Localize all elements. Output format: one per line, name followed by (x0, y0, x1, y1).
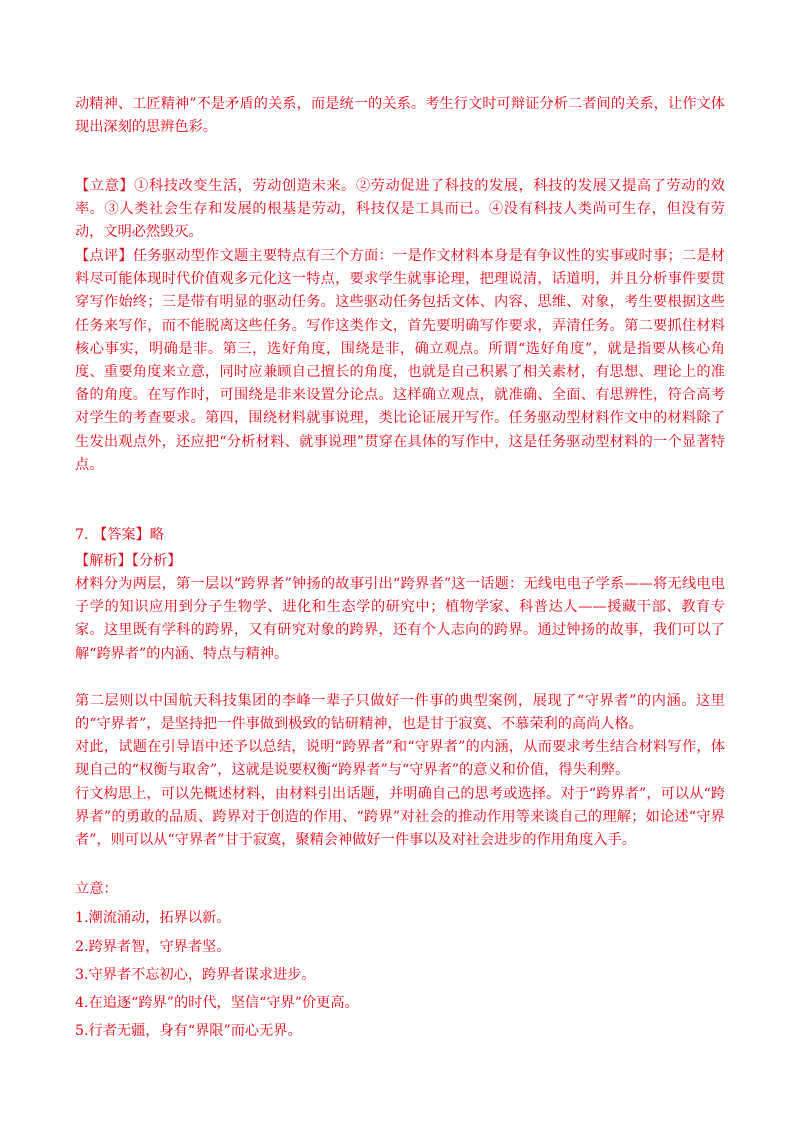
q7-liyi-label: 立意： (75, 881, 118, 897)
q7-analysis-tag: 【解析】【分析】 (75, 553, 182, 569)
q7-paragraph-1: 材料分为两层，第一层以“跨界者”钟扬的故事引出“跨界者”这一话题：无线电电子学系——将无线电电子学的知识应用到分子生物学、进化和生态学的研究中；植物学家、科普达人——援藏干部、教育专家。这里既有学科的跨界，又有研究对象的跨界，还有个人志向的跨界。通过钟扬的故事，我们可以了解“跨界者”的内涵、特点与精神。 (75, 576, 725, 662)
q7-paragraph-3: 对此，试题在引导语中还予以总结，说明“跨界者”和“守界者”的内涵，从而要求考生结合材料写作，体现自己的“权衡与取舍”，这就是说要权衡“跨界者”与“守界者”的意义和价值，得失利弊。 (75, 739, 725, 779)
liyi-item: 5.行者无疆，身有“界限”而心无界。 (75, 1023, 302, 1039)
liyi-item: 4.在追逐“跨界”的时代，坚信“守界”价更高。 (75, 995, 359, 1011)
q7-paragraph-2: 第二层则以中国航天科技集团的李峰一辈子只做好一件事的典型案例，展现了“守界者”的内涵。这里的“守界者”，是坚持把一件事做到极致的钻研精神，也是甘于寂寞、不慕荣利的高尚人格。 (75, 693, 725, 733)
continuation-paragraph: 动精神、工匠精神”不是矛盾的关系，而是统一的关系。考生行文时可辩证分析二者间的关系，让作文体现出深刻的思辨色彩。 (75, 96, 725, 136)
liyi-paragraph (75, 175, 725, 245)
liyi-item: 3.守界者不忘初心，跨界者谋求进步。 (75, 967, 316, 983)
liyi-text: ①科技改变生活，劳动创造未来。②劳动促进了科技的发展，科技的发展又提高了劳动的效率。③人类社会生存和发展的根基是劳动，科技仅是工具而已。④没有科技人类尚可生存，但没有劳动，文明必然毁灭。 (75, 178, 725, 241)
dianping-text: 任务驱动型作文题主要特点有三个方面：一是作文材料本身是有争议性的实事或时事；二是材料尽可能体现时代价值观多元化这一特点，要求学生就事论理，把理说清，话道明，并且分析事件要贯穿写作始终；三是带有明显的驱动任务。这些驱动任务包括文体、内容、思维、对象，考生要根据这些任务来写作，而不能脱离这些任务。写作这类作文，首先要明确写作要求，弄清任务。第二要抓住材料核心事实，明确是非。第三，选好角度，围绕是非，确立观点。所谓“选好角度”，就是指要从核心角度、重要角度来立意，同时应兼顾自己擅长的角度，也就是自己积累了相关素材，有思想、理论上的准备的角度。在写作时，可围绕是非来设置分论点。这样确立观点，就准确、全面、有思辨性，符合高考对学生的考查要求。第四，围绕材料就事说理，类比论证展开写作。任务驱动型材料作文中的材料除了生发出观点外，还应把“分析材料、就事说理”贯穿在具体的写作中，这是任务驱动型材料的一个显著特点。 (75, 248, 725, 473)
liyi-item: 2.跨界者智，守界者坚。 (75, 939, 231, 955)
liyi-tag: 【立意】 (75, 178, 135, 194)
q7-answer: 7. 【答案】略 (75, 527, 164, 543)
dianping-paragraph (75, 245, 725, 477)
q7-paragraph-4: 行文构思上，可以先概述材料，由材料引出话题，并明确自己的思考或选择。对于“跨界者”，可以从“跨界者”的勇敢的品质、跨界对于创造的作用、“跨界”对社会的推动作用等来谈自己的理解；如论述“守界者”，则可以从“守界者”甘于寂寞，聚精会神做好一件事以及对社会进步的作用角度入手。 (75, 786, 725, 849)
dianping-tag: 【点评】 (75, 248, 133, 264)
liyi-item: 1.潮流涌动，拓界以新。 (75, 910, 231, 926)
